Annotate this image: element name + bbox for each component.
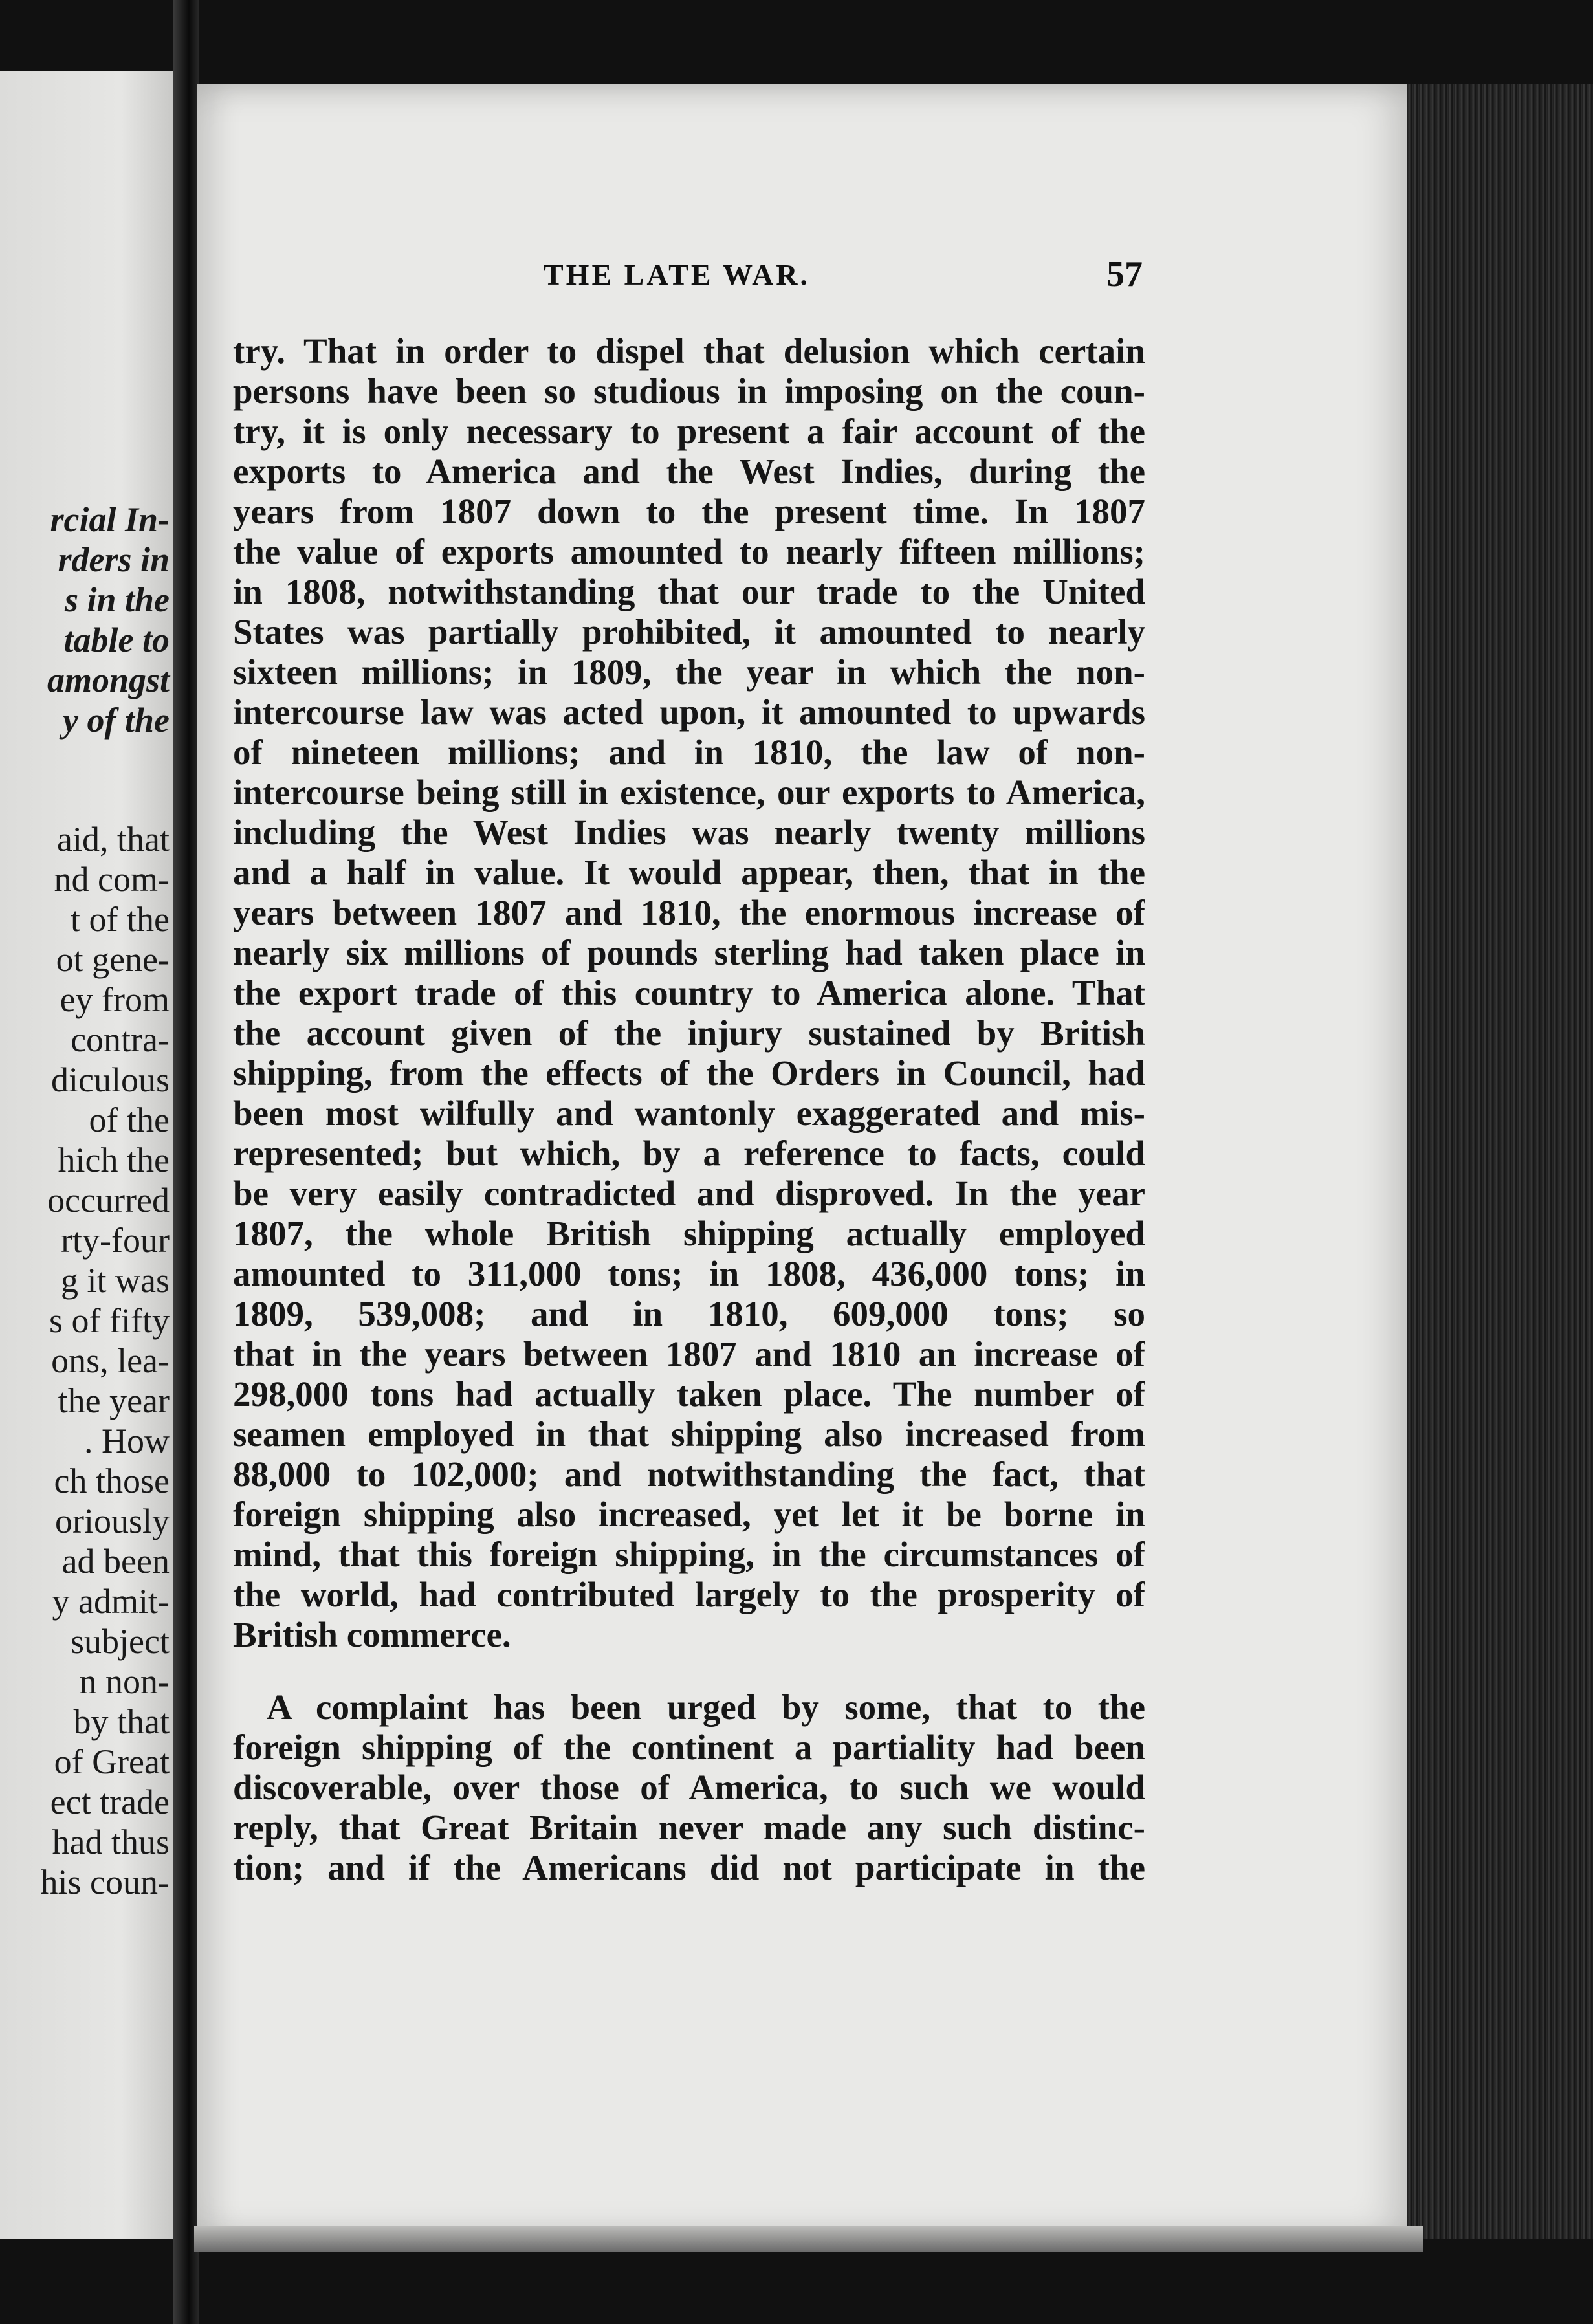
- left-page-fragment: t of the: [71, 900, 170, 939]
- left-page-fragment: subject: [71, 1622, 170, 1661]
- text-line: 1809, 539,008; and in 1810, 609,000 tons; so: [233, 1294, 1145, 1333]
- left-page-fragment: ch those: [54, 1462, 170, 1500]
- left-page-fragment: ons, lea-: [51, 1341, 170, 1380]
- left-page-fragment: contra-: [71, 1020, 170, 1059]
- text-line: years between 1807 and 1810, the enormous increase of: [233, 893, 1145, 932]
- text-line: shipping, from the effects of the Orders in Council, had: [233, 1053, 1145, 1093]
- left-page-fragment: y admit-: [52, 1582, 170, 1621]
- paragraph-1: [233, 331, 1145, 1655]
- text-line: years from 1807 down to the present time. In 1807: [233, 492, 1145, 531]
- left-page-fragment: ey from: [60, 980, 170, 1019]
- left-page-fragment: table to: [63, 620, 170, 659]
- text-line: exports to America and the West Indies, during the: [233, 452, 1145, 491]
- left-page-fragment: . How: [84, 1421, 170, 1460]
- body-text: [233, 331, 1145, 1888]
- left-page-fragment: had thus: [52, 1823, 170, 1861]
- text-line: amounted to 311,000 tons; in 1808, 436,000 tons; in: [233, 1254, 1145, 1293]
- left-page-fragment: s in the: [64, 580, 170, 619]
- left-page-fragment: oriously: [54, 1502, 170, 1540]
- left-page-fragment: hich the: [58, 1141, 170, 1179]
- left-page-fragment: diculous: [51, 1060, 170, 1099]
- text-line: sixteen millions; in 1809, the year in which the non-: [233, 652, 1145, 692]
- left-page-fragment: ect trade: [50, 1782, 170, 1821]
- text-line: States was partially prohibited, it amounted to nearly: [233, 612, 1145, 652]
- page-bottom-edge: [194, 2226, 1423, 2252]
- text-line: represented; but which, by a reference to facts, could: [233, 1134, 1145, 1173]
- left-page-fragment: of the: [89, 1101, 170, 1139]
- left-page-fragment: ad been: [61, 1542, 170, 1581]
- left-page-fragment: ot gene-: [56, 940, 170, 979]
- text-line: of nineteen millions; and in 1810, the law of non-: [233, 732, 1145, 772]
- text-line: foreign shipping also increased, yet let it be borne in: [233, 1495, 1145, 1534]
- text-line: the world, had contributed largely to the prosperity of: [233, 1575, 1145, 1614]
- text-line: persons have been so studious in imposing on the coun-: [233, 371, 1145, 411]
- text-line: be very easily contradicted and disproved. In the year: [233, 1174, 1145, 1213]
- paragraph-2: [233, 1687, 1145, 1888]
- left-page-fragment: n non-: [79, 1662, 170, 1701]
- text-line: been most wilfully and wantonly exaggerated and mis-: [233, 1093, 1145, 1133]
- text-line: 88,000 to 102,000; and notwithstanding the fact, that: [233, 1454, 1145, 1494]
- text-line: 1807, the whole British shipping actually employed: [233, 1214, 1145, 1253]
- left-page-fragment: of Great: [54, 1742, 170, 1781]
- left-page-fragment: occurred: [47, 1181, 170, 1220]
- text-line: the account given of the injury sustained by British: [233, 1013, 1145, 1053]
- text-line: intercourse law was acted upon, it amounted to upwards: [233, 692, 1145, 732]
- left-page-fragment: his coun-: [40, 1863, 170, 1902]
- text-line: try, it is only necessary to present a fair account of the: [233, 411, 1145, 451]
- text-line: the value of exports amounted to nearly fifteen millions;: [233, 532, 1145, 571]
- left-page-fragment: aid, that: [57, 820, 170, 859]
- page-fore-edge: [1407, 84, 1593, 2239]
- left-page-fragment: nd com-: [54, 860, 170, 899]
- text-line: foreign shipping of the continent a partiality had been: [233, 1727, 1145, 1767]
- left-page-fragment: s of fifty: [49, 1301, 170, 1340]
- text-line: tion; and if the Americans did not participate in the: [233, 1848, 1145, 1887]
- page-number: 57: [1106, 254, 1143, 294]
- left-page-fragment: g it was: [61, 1261, 170, 1300]
- book-gutter: [173, 0, 199, 2324]
- text-line: seamen employed in that shipping also increased from: [233, 1414, 1145, 1454]
- text-line: nearly six millions of pounds sterling had taken place in: [233, 933, 1145, 972]
- text-line: intercourse being still in existence, our exports to America,: [233, 773, 1145, 812]
- running-head: THE LATE WAR.: [544, 258, 811, 291]
- text-line: A complaint has been urged by some, that to the: [267, 1687, 1145, 1727]
- left-page-fragment: by that: [73, 1702, 170, 1741]
- text-line: try. That in order to dispel that delusion which certain: [233, 331, 1145, 371]
- text-line: reply, that Great Britain never made any such distinc-: [233, 1808, 1145, 1847]
- text-line: 298,000 tons had actually taken place. The number of: [233, 1374, 1145, 1414]
- left-page-fragment: rders in: [58, 540, 170, 579]
- text-line: including the West Indies was nearly twenty millions: [233, 813, 1145, 852]
- left-page-fragment: amongst: [47, 661, 170, 699]
- left-page-fragment: rty-four: [61, 1221, 170, 1260]
- text-line: that in the years between 1807 and 1810 an increase of: [233, 1334, 1145, 1374]
- text-line: the export trade of this country to America alone. That: [233, 973, 1145, 1013]
- left-page-fragment: rcial In-: [50, 500, 170, 539]
- text-line: mind, that this foreign shipping, in the circumstances of: [233, 1535, 1145, 1574]
- text-line: British commerce.: [233, 1615, 511, 1654]
- text-line: discoverable, over those of America, to such we would: [233, 1768, 1145, 1807]
- left-page-fragment: y of the: [63, 701, 170, 740]
- text-line: in 1808, notwithstanding that our trade to the United: [233, 572, 1145, 611]
- left-page-fragment: the year: [58, 1381, 170, 1420]
- text-line: and a half in value. It would appear, then, that in the: [233, 853, 1145, 892]
